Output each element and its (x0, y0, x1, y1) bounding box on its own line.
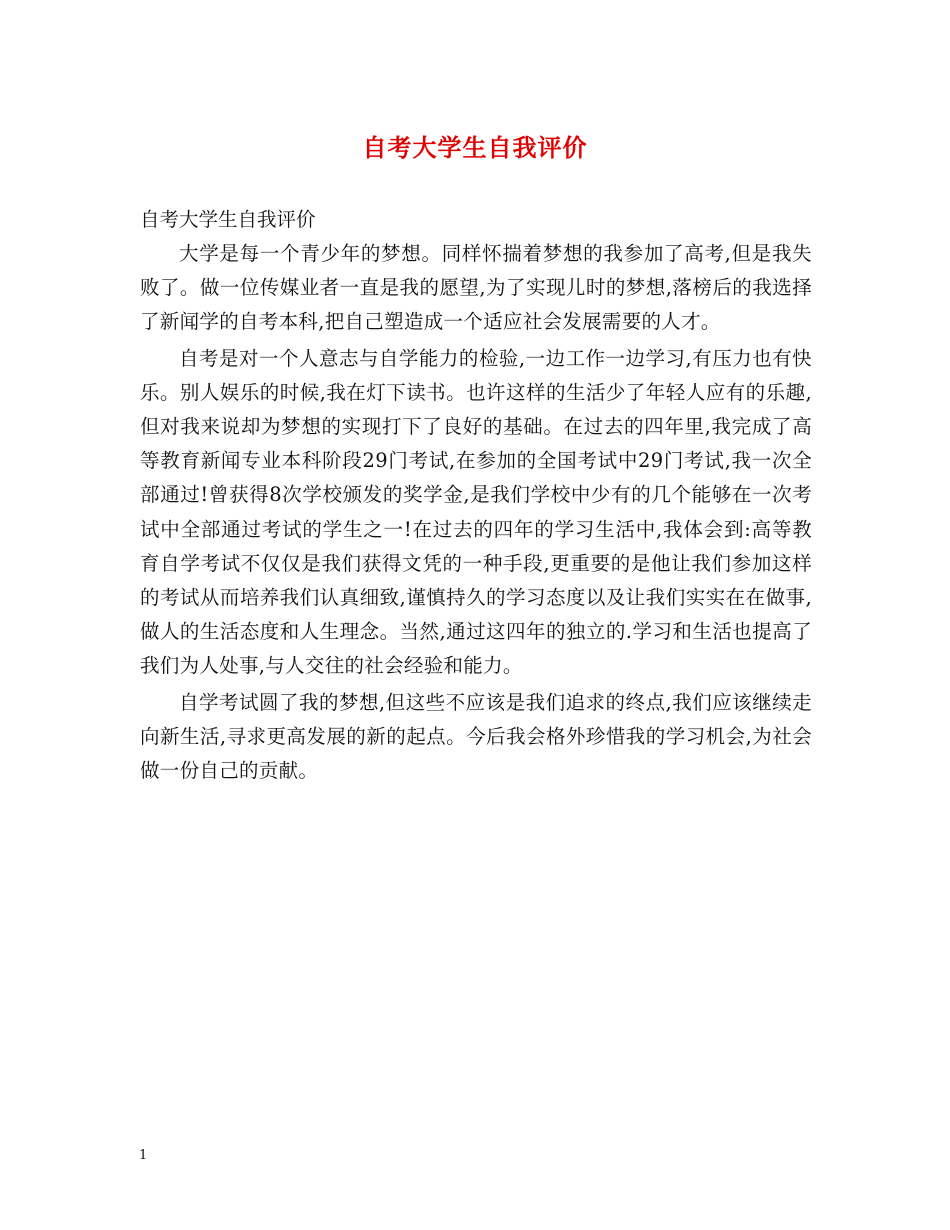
paragraph-3: 自学考试圆了我的梦想,但这些不应该是我们追求的终点,我们应该继续走向新生活,寻求更高发展的新的起点。今后我会格外珍惜我的学习机会,为社会做一份自己的贡献。 (140, 690, 812, 783)
document-title: 自考大学生自我评价 (362, 133, 588, 162)
document-body (140, 203, 812, 788)
paragraph-2: 自考是对一个人意志与自学能力的检验,一边工作一边学习,有压力也有快乐。别人娱乐的时候,我在灯下读书。也许这样的生活少了年轻人应有的乐趣,但对我来说却为梦想的实现打下了良好的基础。在过去的四年里,我完成了高等教育新闻专业本科阶段29门考试,在参加的全国考试中29门考试,我一次全部通过!曾获得8次学校颁发的奖学金,是我们学校中少有的几个能够在一次考试中全部通过考试的学生之一!在过去的四年的学习生活中,我体会到:高等教育自学考试不仅仅是我们获得文凭的一种手段,更重要的是他让我们参加这样的考试从而培养我们认真细致,谨慎持久的学习态度以及让我们实实在在做事,做人的生活态度和人生理念。当然,通过这四年的独立的.学习和生活也提高了我们为人处事,与人交往的社会经验和能力。 (140, 346, 812, 678)
document-subtitle: 自考大学生自我评价 (140, 208, 316, 231)
paragraph-1: 大学是每一个青少年的梦想。同样怀揣着梦想的我参加了高考,但是我失败了。做一位传媒业者一直是我的愿望,为了实现儿时的梦想,落榜后的我选择了新闻学的自考本科,把自己塑造成一个适应社会发展需要的人才。 (140, 242, 812, 334)
page-number: 1 (139, 1148, 148, 1163)
